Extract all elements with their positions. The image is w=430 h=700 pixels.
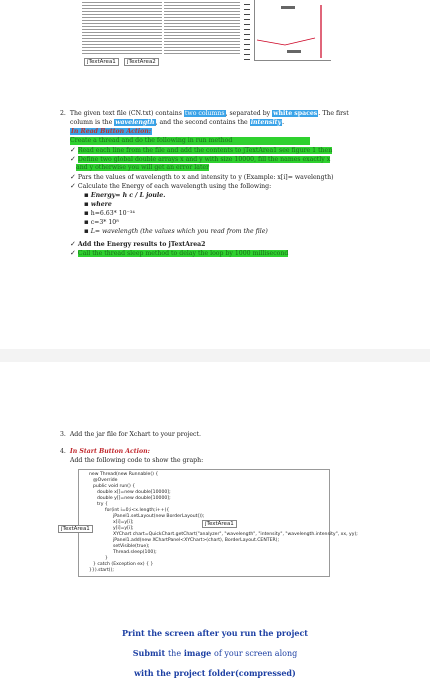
textarea1-label: jTextArea1 [84, 58, 119, 66]
step2-text: Read each line from the file and add the contents to jTextArea1 see figure 1 then [77, 147, 333, 154]
footer-line3: with the project folder(compressed) [134, 668, 296, 678]
code-line: } catch (Exception ex) { } [93, 562, 154, 567]
item2-num: 2. [60, 110, 66, 117]
step7 [70, 249, 370, 258]
code-textarea2-label: jTextArea1 [202, 520, 237, 528]
step4 [70, 173, 334, 182]
textarea2-label: jTextArea2 [124, 58, 159, 66]
footer-the: the [167, 649, 182, 658]
h-value [84, 209, 135, 218]
code-line: jPanel1.setLayout(new BorderLayout()); [113, 514, 205, 519]
document-page-1 [0, 0, 430, 349]
bullet-icon: ▪ [84, 190, 89, 199]
item4-text [70, 457, 203, 465]
formula-text: Energy= h c / L joule. [90, 192, 166, 199]
code-line: y[i]=y[i]; [113, 526, 134, 531]
item4-text-content: Add the following code to show the graph: [70, 457, 204, 464]
code-textarea1-label: jTextArea1 [58, 525, 93, 533]
code-line: double x[]=new double[10000]; [97, 490, 171, 495]
item2-line2 [70, 119, 284, 127]
step3b [76, 164, 209, 172]
code-line: XYChart chart=QuickChart.getChart("analyzer", "wavelength", "intensity", "wavelength.intensity", xx, yy); [113, 532, 358, 537]
l-value [84, 227, 268, 236]
check-icon: ✓ [70, 249, 76, 257]
code-line: public void run() { [93, 484, 136, 489]
check-icon: ✓ [70, 146, 76, 154]
step6-text: Add the Energy results to jTextArea2 [77, 241, 206, 248]
footer [0, 628, 430, 678]
code-line: Thread.sleep(100); [113, 550, 157, 555]
step4-text: Pars the values of wavelength to x and intensity to y (Example: x[i]= wavelength) [77, 174, 334, 181]
step3-text: Define two global double arrays x and y with size 10000, fill the names exactly x [77, 156, 331, 163]
read-button-heading: In Read Button Action: [71, 128, 152, 135]
chart-preview-line [257, 38, 315, 45]
check-icon: ✓ [70, 182, 76, 190]
chart-preview-legend-2 [287, 50, 301, 53]
item4-heading-row [60, 448, 150, 456]
step1 [70, 137, 310, 145]
chart-preview [254, 0, 331, 61]
check-icon: ✓ [70, 173, 76, 181]
code-line: x[i]=y[i]; [113, 520, 134, 525]
l-value-text: L= wavelength (the values which you read from the file) [90, 228, 268, 235]
text-area-2-preview [164, 0, 240, 55]
where-text: where [90, 201, 112, 208]
text-area-1-preview [82, 0, 162, 55]
item2-highlight-white-spaces: white spaces [273, 110, 318, 117]
footer-image: image [183, 648, 212, 658]
item2-line2-pre: column is the [70, 119, 113, 126]
start-button-heading: In Start Button Action: [69, 448, 150, 455]
document-page-2 [0, 362, 430, 700]
footer-line2 [0, 648, 430, 658]
axis-ticks [244, 0, 250, 60]
item2-line1-post: . The first [318, 110, 349, 117]
step6 [70, 240, 205, 249]
app-screenshot [82, 0, 332, 75]
item2-line1-mid: , separated by [225, 110, 271, 117]
step1-text: Create a thread and do the following in run method [70, 137, 233, 144]
step2 [70, 146, 370, 155]
code-line: try { [97, 502, 108, 507]
h-value-text: h=6.63* 10⁻³⁴ [90, 210, 135, 217]
item2-highlight-wavelength: wavelength [115, 119, 155, 126]
code-line: jPanel1.add(new XChartPanel<XYChart>(chart), BorderLayout.CENTER); [113, 538, 280, 543]
bullet-icon: ▪ [84, 227, 89, 235]
item2-line2-mid: , and the second contains the [155, 119, 248, 126]
c-value-text: c=3* 10⁸ [90, 219, 119, 226]
footer-submit: Submit [132, 648, 166, 658]
step5-text: Calculate the Energy of each wavelength using the following: [77, 183, 272, 190]
footer-rest: of your screen along [214, 649, 298, 658]
check-icon: ✓ [70, 155, 76, 163]
item2-line1-pre: The given text file (CN.txt) contains [69, 110, 182, 117]
step3 [70, 155, 370, 164]
item2-highlight-two-columns: two columns [184, 110, 225, 117]
code-line: }}).start(); [89, 568, 114, 573]
code-line: } [105, 556, 108, 561]
step3b-text: and y otherwise you will get an error later [76, 164, 210, 171]
bullet-icon: ▪ [84, 209, 89, 217]
code-line: double y[]=new double[10000]; [97, 496, 171, 501]
chart-preview-legend [281, 6, 295, 9]
read-button-heading-wrap [70, 128, 152, 136]
item2-highlight-intensity: intensity [250, 119, 282, 126]
check-icon: ✓ [70, 240, 76, 248]
item3-num: 3. [60, 431, 66, 438]
where [84, 200, 112, 209]
code-line: new Thread(new Runnable() { [89, 472, 159, 477]
formula [84, 191, 165, 200]
code-line: for(int i=0;i<x.length;i++){ [105, 508, 170, 513]
item2-line2-post: . [282, 119, 285, 126]
chart-preview-svg [255, 0, 331, 60]
code-line: @Override [93, 478, 118, 483]
item3-text: Add the jar file for Xchart to your project. [69, 431, 201, 438]
step7-text: Call the thread sleep method to delay the loop by 1000 millisecond [77, 250, 289, 257]
bullet-icon: ▪ [84, 199, 89, 208]
footer-line1: Print the screen after you run the project [121, 628, 309, 638]
c-value [84, 218, 119, 227]
item2-line1 [60, 110, 349, 118]
item4-num: 4. [60, 448, 66, 455]
item3 [60, 431, 201, 439]
code-line: setVisible(true); [113, 544, 150, 549]
step5 [70, 182, 271, 191]
bullet-icon: ▪ [84, 218, 89, 226]
